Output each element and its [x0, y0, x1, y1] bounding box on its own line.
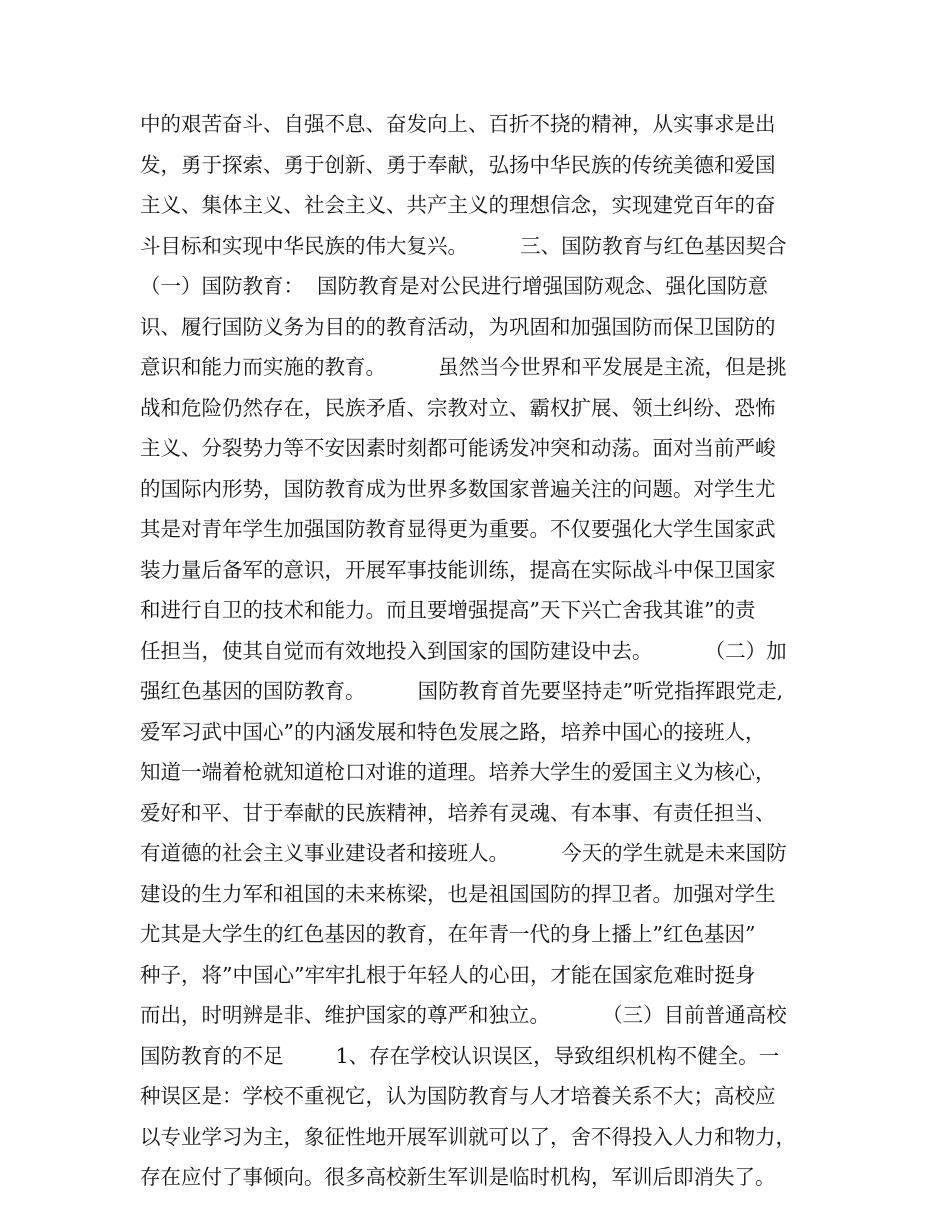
text-line: 知道一端着枪就知道枪口对谁的道理。培养大学生的爱国主义为核心，: [140, 760, 776, 784]
text-line: 以专业学习为主，象征性地开展军训就可以了，舍不得投入人力和物力，: [140, 1124, 796, 1149]
text-line: 主义、集体主义、社会主义、共产主义的理想信念，实现建党百年的奋: [140, 193, 776, 217]
text-line: 存在应付了事倾向。很多高校新生军训是临时机构，军训后即消失了。: [140, 1165, 776, 1189]
text-line: 发，勇于探索、勇于创新、勇于奉献，弘扬中华民族的传统美德和爱国: [140, 152, 776, 177]
text-line: 国防教育的不足 1、存在学校认识误区，导致组织机构不健全。一: [140, 1043, 780, 1068]
text-line: 种误区是：学校不重视它，认为国防教育与人才培養关系不大；高校应: [140, 1084, 776, 1108]
text-line: 其是对青年学生加强国防教育显得更为重要。不仅要强化大学生国家武: [140, 517, 776, 541]
text-line: （一）国防教育： 国防教育是对公民进行增强国防观念、强化国防意: [140, 274, 769, 298]
text-line: 的国际内形势，国防教育成为世界多数国家普遍关注的问题。对学生尤: [140, 476, 776, 501]
text-line: 战和危险仍然存在，民族矛盾、宗教对立、霸权扩展、领土纠纷、恐怖: [140, 395, 776, 420]
text-line: 强红色基因的国防教育。 国防教育首先要坚持走”听党指挥跟党走,: [140, 679, 784, 703]
text-line: 建设的生力军和祖国的未来栋梁，也是祖国国防的捍卫者。加强对学生: [140, 881, 776, 906]
text-line: 识、履行国防义务为目的的教育活动，为巩固和加强国防而保卫国防的: [140, 314, 776, 339]
body-text: [140, 104, 820, 1198]
text-line: 和进行自卫的技术和能力。而且要增强提高”天下兴亡舍我其谁”的责: [140, 598, 756, 622]
text-line: 而出，时明辨是非、维护国家的尊严和独立。 （三）目前普通高校: [140, 1003, 787, 1027]
text-line: 尤其是大学生的红色基因的教育，在年青一代的身上播上”红色基因”: [140, 922, 756, 946]
text-line: 种子，将”中国心”牢牢扎根于年轻人的心田，才能在国家危难时挺身: [140, 962, 756, 987]
text-line: 中的艰苦奋斗、自强不息、奋发向上、百折不挠的精神，从实事求是出: [140, 112, 776, 136]
text-line: 任担当，使其自觉而有效地投入到国家的国防建设中去。 （二）加: [140, 638, 787, 663]
text-line: 意识和能力而实施的教育。 虽然当今世界和平发展是主流，但是挑: [140, 355, 787, 379]
text-line: 主义、分裂势力等不安因素时刻都可能诱发冲突和动荡。面对当前严峻: [140, 436, 776, 460]
text-line: 装力量后备军的意识，开展军事技能训练，提高在实际战斗中保卫国家: [140, 557, 776, 582]
text-line: 斗目标和实现中华民族的伟大复兴。 三、国防教育与红色基因契合: [140, 233, 787, 258]
text-line: 有道德的社会主义事业建设者和接班人。 今天的学生就是未来国防: [140, 841, 787, 865]
text-line: 爱军习武中国心”的内涵发展和特色发展之路，培养中国心的接班人，: [140, 719, 766, 744]
text-line: 爱好和平、甘于奉献的民族精神，培养有灵魂、有本事、有责任担当、: [140, 800, 776, 825]
